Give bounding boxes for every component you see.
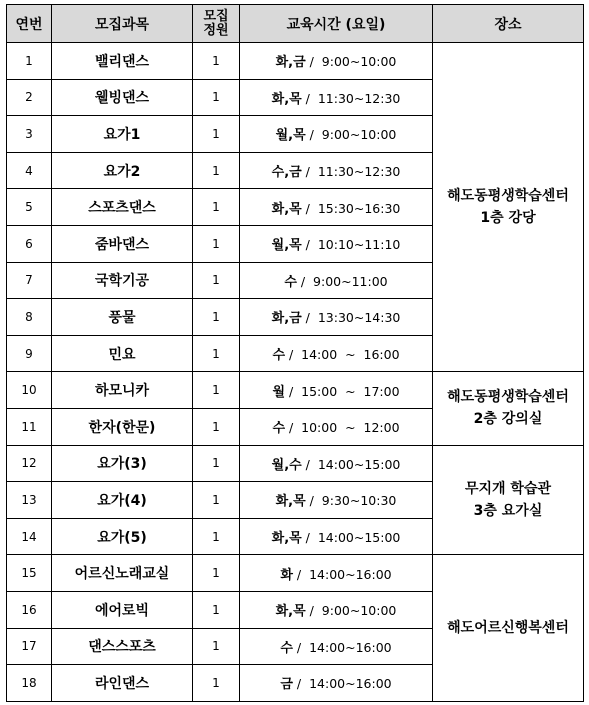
schedule-days: 화,목	[271, 201, 302, 217]
schedule-cell	[240, 518, 433, 555]
course-name: 스포츠댄스	[52, 189, 193, 226]
course-name: 댄스스포츠	[52, 628, 193, 665]
header-course: 모집과목	[52, 5, 193, 43]
course-name: 요가2	[52, 152, 193, 189]
place-room: 3층 요가실	[473, 502, 543, 519]
capacity-value: 1	[193, 482, 240, 519]
schedule-cell	[240, 591, 433, 628]
capacity-value: 1	[193, 225, 240, 262]
place-name: 무지개 학습관	[464, 480, 552, 497]
course-name: 요가1	[52, 116, 193, 153]
row-number: 1	[7, 43, 52, 80]
place-name: 해도동평생학습센터	[447, 389, 569, 406]
schedule-cell	[240, 555, 433, 592]
capacity-value: 1	[193, 335, 240, 372]
course-name: 요가(5)	[52, 518, 193, 555]
schedule-time: / 11:30~12:30	[301, 90, 401, 106]
schedule-time: / 14:00~16:00	[292, 566, 392, 582]
schedule-cell	[240, 628, 433, 665]
schedule-days: 월,목	[275, 128, 306, 144]
schedule-time: / 9:00~10:00	[305, 54, 397, 70]
table-row	[7, 43, 584, 80]
schedule-cell	[240, 152, 433, 189]
table-row	[7, 372, 584, 409]
capacity-value: 1	[193, 152, 240, 189]
row-number: 9	[7, 335, 52, 372]
schedule-days: 화,금	[275, 55, 306, 71]
row-number: 7	[7, 262, 52, 299]
schedule-days: 수	[284, 274, 297, 290]
course-name: 한자(한문)	[52, 408, 193, 445]
schedule-days: 화	[280, 567, 293, 583]
capacity-value: 1	[193, 299, 240, 336]
row-number: 16	[7, 591, 52, 628]
capacity-value: 1	[193, 79, 240, 116]
schedule-cell	[240, 408, 433, 445]
capacity-value: 1	[193, 189, 240, 226]
schedule-days: 화,목	[271, 531, 302, 547]
row-number: 6	[7, 225, 52, 262]
schedule-days: 금	[280, 677, 293, 693]
schedule-cell	[240, 43, 433, 80]
schedule-time: / 10:00 ~ 12:00	[285, 420, 400, 436]
table-row	[7, 445, 584, 482]
course-name: 웰빙댄스	[52, 79, 193, 116]
schedule-time: / 9:00~10:00	[305, 603, 397, 619]
place-room: 2층 강의실	[473, 411, 543, 428]
schedule-days: 수,금	[271, 165, 302, 181]
row-number: 2	[7, 79, 52, 116]
course-name: 밸리댄스	[52, 43, 193, 80]
schedule-days: 수	[280, 640, 293, 656]
place-name: 해도어르신행복센터	[447, 620, 569, 636]
row-number: 14	[7, 518, 52, 555]
place-cell	[433, 445, 584, 555]
capacity-value: 1	[193, 555, 240, 592]
course-name: 풍물	[52, 299, 193, 336]
header-no: 연번	[7, 5, 52, 43]
header-capacity-line1: 모집	[203, 8, 229, 24]
schedule-cell	[240, 189, 433, 226]
schedule-days: 월,수	[271, 457, 302, 473]
table-row	[7, 555, 584, 592]
place-room: 1층 강당	[480, 210, 536, 227]
course-name: 국학기공	[52, 262, 193, 299]
place-cell	[433, 372, 584, 445]
capacity-value: 1	[193, 372, 240, 409]
schedule-time: / 14:00~16:00	[292, 639, 392, 655]
capacity-value: 1	[193, 262, 240, 299]
course-name: 에어로빅	[52, 591, 193, 628]
row-number: 18	[7, 665, 52, 702]
schedule-cell	[240, 262, 433, 299]
schedule-cell	[240, 665, 433, 702]
capacity-value: 1	[193, 116, 240, 153]
course-name: 라인댄스	[52, 665, 193, 702]
capacity-value: 1	[193, 445, 240, 482]
schedule-days: 월,목	[271, 238, 302, 254]
schedule-days: 수	[272, 348, 285, 364]
row-number: 15	[7, 555, 52, 592]
row-number: 11	[7, 408, 52, 445]
row-number: 3	[7, 116, 52, 153]
row-number: 5	[7, 189, 52, 226]
schedule-time: / 15:30~16:30	[301, 200, 401, 216]
schedule-days: 월	[272, 384, 285, 400]
schedule-time: / 9:00~10:00	[305, 127, 397, 143]
capacity-value: 1	[193, 665, 240, 702]
header-place: 장소	[433, 5, 584, 43]
schedule-cell	[240, 482, 433, 519]
place-name: 해도동평생학습센터	[447, 188, 569, 205]
header-capacity	[193, 5, 240, 43]
schedule-cell	[240, 299, 433, 336]
schedule-cell	[240, 445, 433, 482]
course-name: 요가(3)	[52, 445, 193, 482]
course-name: 요가(4)	[52, 482, 193, 519]
row-number: 12	[7, 445, 52, 482]
schedule-time: / 14:00~15:00	[301, 456, 401, 472]
schedule-cell	[240, 79, 433, 116]
schedule-time: / 14:00~15:00	[301, 530, 401, 546]
schedule-days: 수	[272, 421, 285, 437]
capacity-value: 1	[193, 591, 240, 628]
row-number: 13	[7, 482, 52, 519]
course-name: 민요	[52, 335, 193, 372]
schedule-cell	[240, 116, 433, 153]
schedule-days: 화,목	[275, 494, 306, 510]
course-name: 하모니카	[52, 372, 193, 409]
capacity-value: 1	[193, 628, 240, 665]
schedule-time: / 9:30~10:30	[305, 493, 397, 509]
schedule-cell	[240, 372, 433, 409]
schedule-days: 화,목	[271, 91, 302, 107]
schedule-table	[6, 4, 584, 702]
schedule-time: / 11:30~12:30	[301, 164, 401, 180]
place-cell	[433, 43, 584, 372]
schedule-time: / 15:00 ~ 17:00	[285, 383, 400, 399]
schedule-days: 화,금	[271, 311, 302, 327]
row-number: 10	[7, 372, 52, 409]
schedule-days: 화,목	[275, 604, 306, 620]
schedule-time: / 14:00 ~ 16:00	[285, 347, 400, 363]
capacity-value: 1	[193, 408, 240, 445]
schedule-time: / 14:00~16:00	[292, 676, 392, 692]
course-name: 줌바댄스	[52, 225, 193, 262]
course-name: 어르신노래교실	[52, 555, 193, 592]
capacity-value: 1	[193, 518, 240, 555]
schedule-time: / 9:00~11:00	[296, 273, 388, 289]
row-number: 4	[7, 152, 52, 189]
row-number: 17	[7, 628, 52, 665]
header-time: 교육시간 (요일)	[240, 5, 433, 43]
schedule-cell	[240, 225, 433, 262]
header-row	[7, 5, 584, 43]
row-number: 8	[7, 299, 52, 336]
schedule-cell	[240, 335, 433, 372]
place-cell	[433, 555, 584, 701]
schedule-time: / 13:30~14:30	[301, 310, 401, 326]
capacity-value: 1	[193, 43, 240, 80]
schedule-time: / 10:10~11:10	[301, 237, 401, 253]
header-capacity-line2: 정원	[203, 22, 229, 38]
